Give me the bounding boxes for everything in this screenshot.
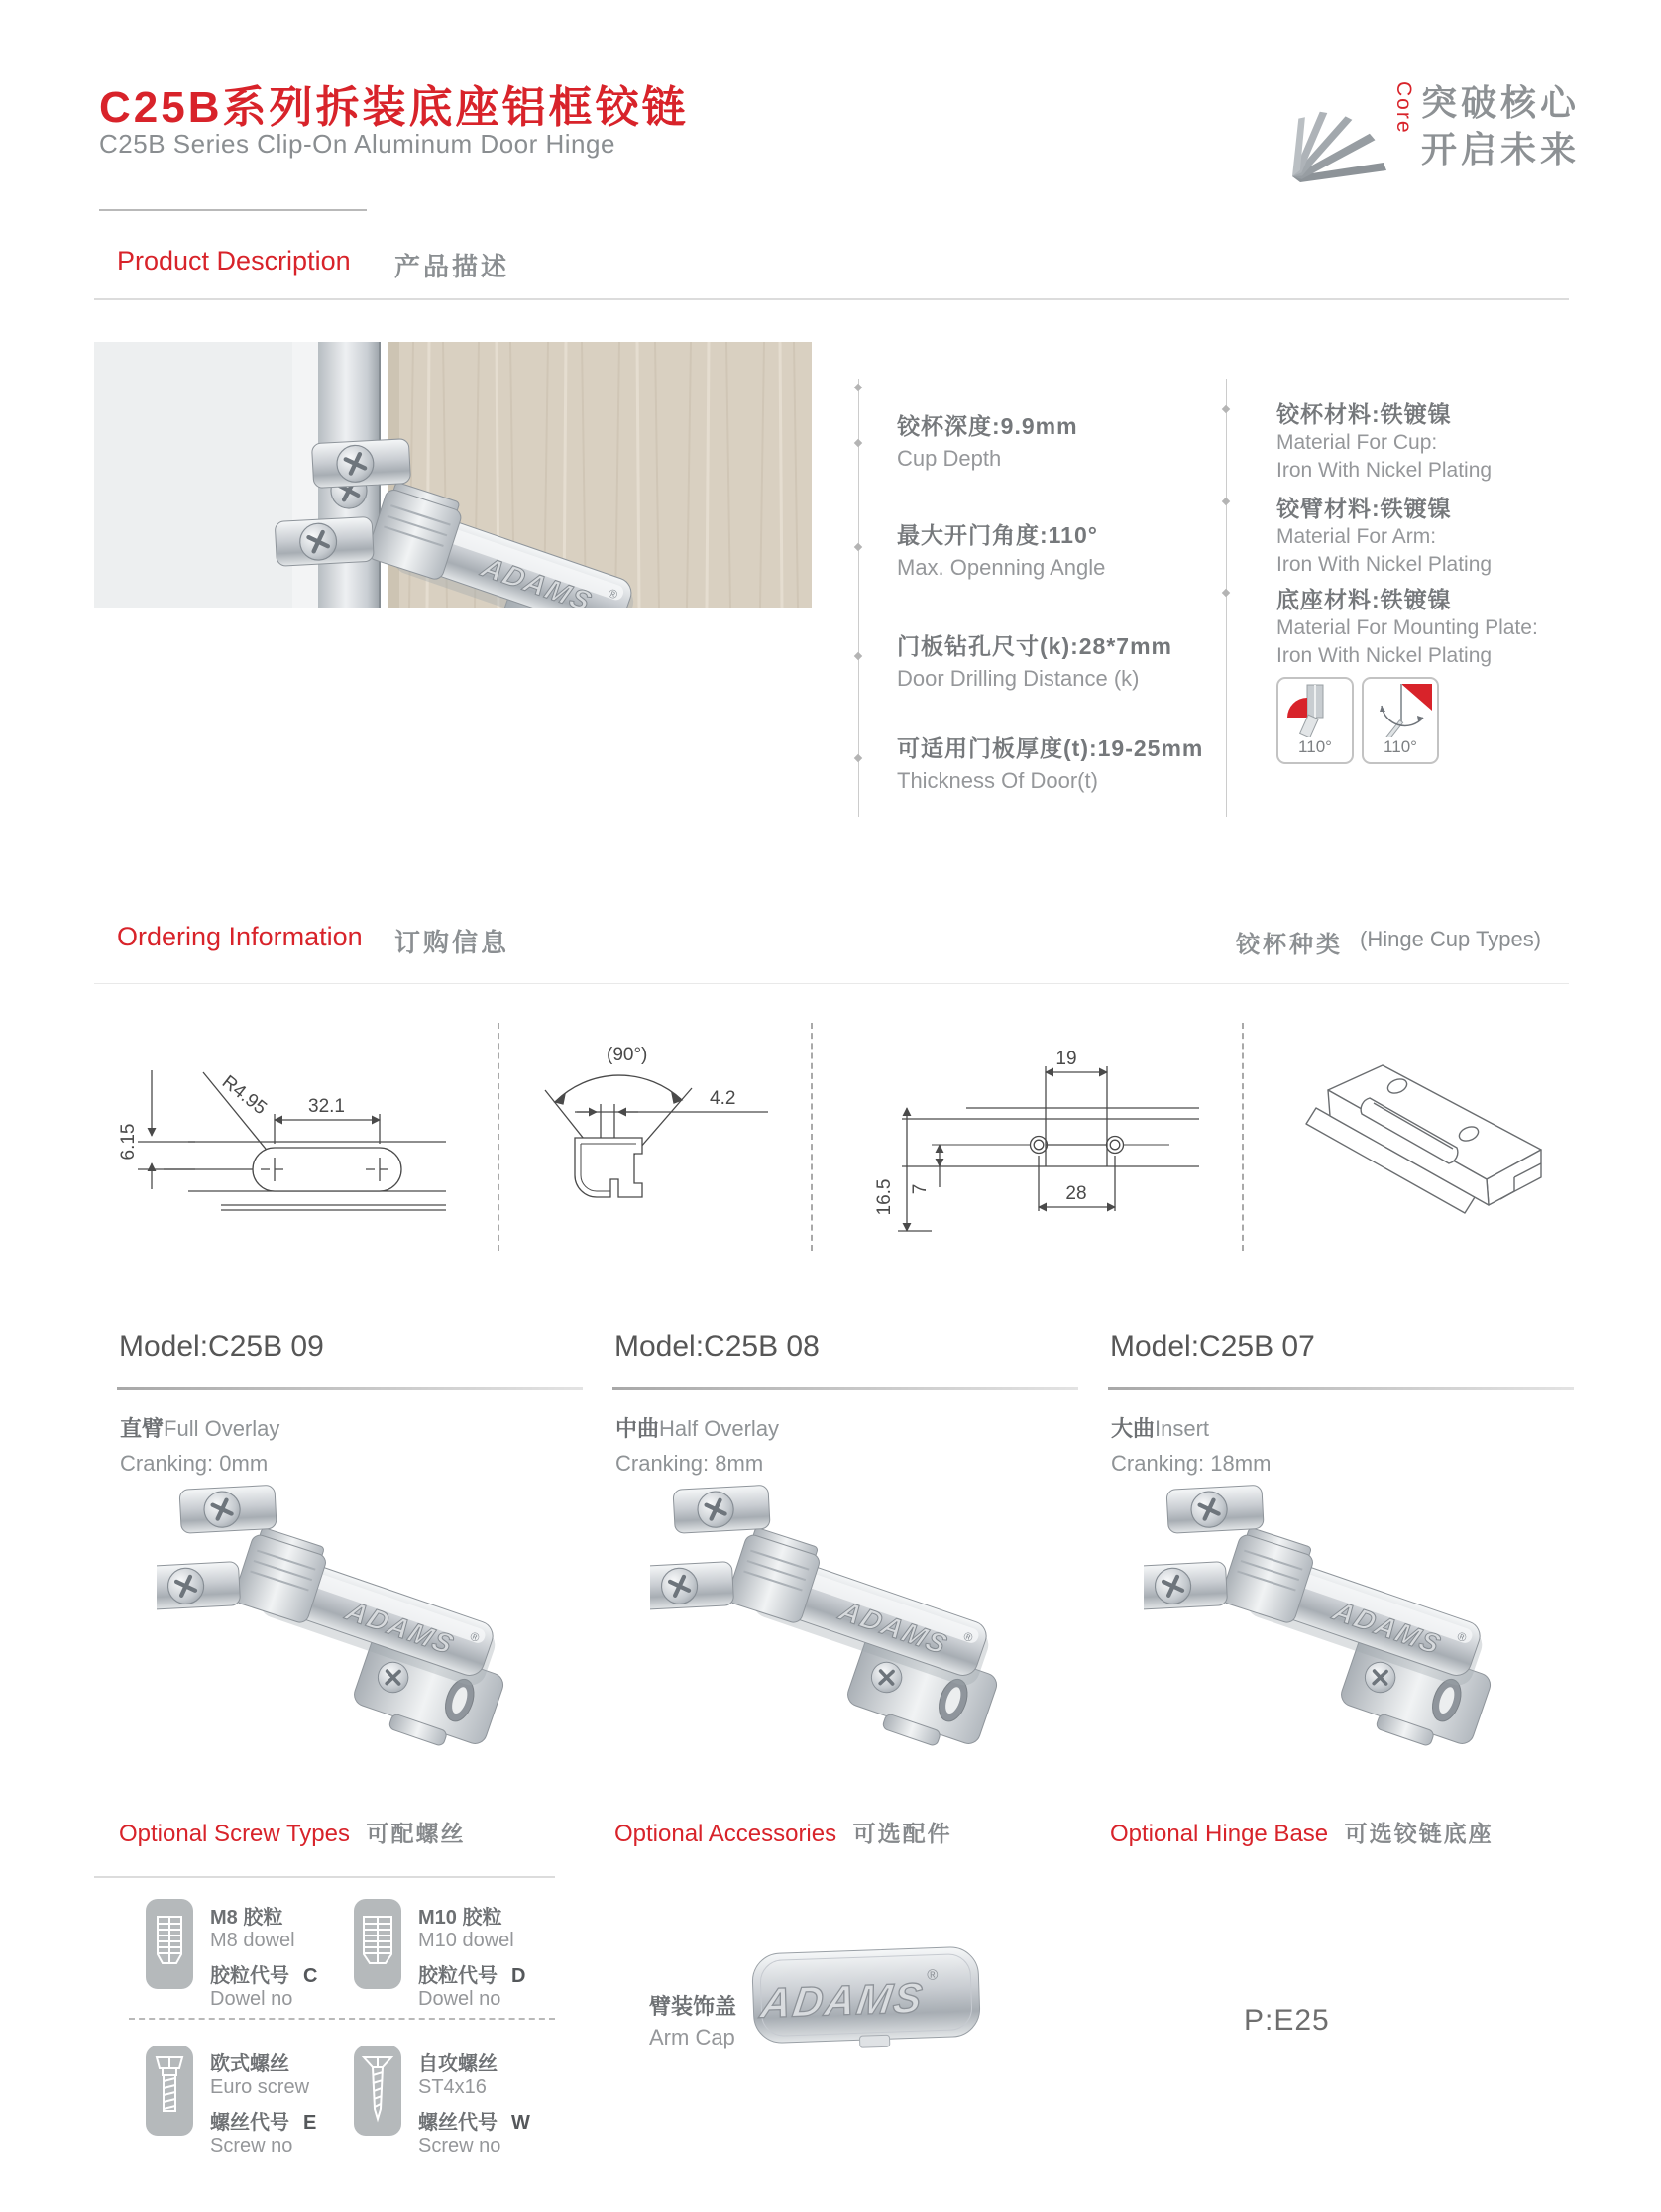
euro-screw-icon xyxy=(146,2046,193,2136)
spec-door-thickness: 可适用门板厚度(t):19-25mm Thickness Of Door(t) xyxy=(897,735,1204,793)
svg-text:7: 7 xyxy=(910,1183,931,1195)
hinge-image-c25b08 xyxy=(650,1472,1037,1769)
arm-cap-label: 臂装饰盖 Arm Cap xyxy=(649,1994,737,2049)
logo-slogan-line2: 开启未来 xyxy=(1421,129,1581,169)
svg-text:6.15: 6.15 xyxy=(118,1123,139,1161)
title-underline xyxy=(99,209,367,211)
section-optional-screw-types: Optional Screw Types 可配螺丝 xyxy=(119,1821,466,1847)
self-tapping-screw-item: 自攻螺丝 ST4x16 螺丝代号 W Screw no xyxy=(418,2053,530,2157)
arm-cap-image xyxy=(741,1931,994,2059)
drawing-divider xyxy=(1242,1023,1244,1251)
svg-text:28: 28 xyxy=(1065,1183,1087,1204)
section-ordering-information-en: Ordering Information xyxy=(117,922,363,951)
model-cranking-3: Cranking: 18mm xyxy=(1111,1451,1272,1476)
model-type-3: 大曲Insert Cranking: 18mm xyxy=(1111,1416,1272,1476)
section-optional-accessories: Optional Accessories 可选配件 xyxy=(614,1821,952,1847)
spec-rail-right xyxy=(1226,379,1227,817)
drawing-isometric-profile xyxy=(1288,1031,1586,1244)
product-photo xyxy=(94,342,812,608)
page-title-en: C25B Series Clip-On Aluminum Door Hinge xyxy=(99,129,615,159)
drawing-divider xyxy=(811,1023,813,1251)
self-tapping-screw-icon xyxy=(354,2046,401,2136)
drawing-plate-dimensions xyxy=(872,1021,1254,1254)
logo-slogan xyxy=(1421,79,1580,172)
page-reference: P:E25 xyxy=(1244,2004,1330,2037)
spec-drilling-distance: 门板钻孔尺寸(k):28*7mm Door Drilling Distance (k) xyxy=(897,633,1172,691)
spec-cup-depth: 铰杯深度:9.9mm Cup Depth xyxy=(897,413,1078,471)
hinge-image-c25b07 xyxy=(1144,1472,1530,1769)
page-title-cn: C25B系列拆装底座铝框铰链 xyxy=(99,83,689,132)
logo-slogan-line1: 突破核心 xyxy=(1421,82,1581,123)
angle-badge-open: 110° xyxy=(1362,677,1439,764)
drawing-angle-profile xyxy=(515,1021,803,1254)
spec-material-arm: 铰臂材料:铁镀镍 Material For Arm: Iron With Nickel Plating xyxy=(1276,496,1493,576)
svg-text:19: 19 xyxy=(1055,1049,1077,1069)
section-ordering-information-cn: 订购信息 xyxy=(394,928,510,957)
m10-dowel-item: M10 胶粒 M10 dowel 胶粒代号 D Dowel no xyxy=(418,1907,526,2010)
hinge-image-c25b09 xyxy=(157,1472,543,1769)
section-divider xyxy=(94,298,1569,300)
section-product-description-cn: 产品描述 xyxy=(394,252,510,281)
hinge-cup-types-cn: 铰杯种类 xyxy=(1236,932,1343,958)
euro-screw-item: 欧式螺丝 Euro screw 螺丝代号 E Screw no xyxy=(210,2053,317,2157)
m10-dowel-icon xyxy=(354,1899,401,1989)
model-cranking-2: Cranking: 8mm xyxy=(615,1451,764,1476)
model-type-2: 中曲Half Overlay Cranking: 8mm xyxy=(615,1416,780,1476)
m8-dowel-item: M8 胶粒 M8 dowel 胶粒代号 C Dowel no xyxy=(210,1907,318,2010)
section-divider-light xyxy=(94,983,1569,984)
screw-row-divider xyxy=(129,2018,555,2020)
model-cranking-1: Cranking: 0mm xyxy=(120,1451,269,1476)
open-angle-icon xyxy=(1366,682,1435,737)
overlay-angle-icon xyxy=(1280,682,1350,737)
fan-logo-icon xyxy=(1280,71,1397,192)
svg-text:16.5: 16.5 xyxy=(874,1178,895,1216)
model-type-1: 直臂Full Overlay Cranking: 0mm xyxy=(120,1416,280,1476)
svg-text:R4.95: R4.95 xyxy=(217,1071,271,1120)
spec-opening-angle: 最大开门角度:110° Max. Openning Angle xyxy=(897,522,1106,580)
model-name-3: Model:C25B 07 xyxy=(1110,1330,1315,1363)
drawing-slot-dimensions xyxy=(104,1021,486,1254)
company-logo xyxy=(1280,65,1581,204)
svg-text:32.1: 32.1 xyxy=(308,1096,345,1117)
screw-section-divider xyxy=(94,1876,555,1878)
section-product-description-en: Product Description xyxy=(117,246,351,276)
hinge-cup-types-en: (Hinge Cup Types) xyxy=(1360,927,1542,951)
spec-material-cup: 铰杯材料:铁镀镍 Material For Cup: Iron With Nickel Plating xyxy=(1276,401,1493,482)
angle-badge-overlay: 110° xyxy=(1276,677,1354,764)
model-name-1: Model:C25B 09 xyxy=(119,1330,324,1363)
svg-text:4.2: 4.2 xyxy=(710,1088,736,1109)
svg-text:(90°): (90°) xyxy=(607,1045,648,1065)
section-optional-hinge-base: Optional Hinge Base 可选铰链底座 xyxy=(1110,1821,1494,1847)
drawing-divider xyxy=(498,1023,499,1251)
model-name-2: Model:C25B 08 xyxy=(614,1330,820,1363)
spec-material-plate: 底座材料:铁镀镍 Material For Mounting Plate: Iron With Nickel Plating xyxy=(1276,587,1538,667)
logo-core-label: Core xyxy=(1392,81,1415,135)
m8-dowel-icon xyxy=(146,1899,193,1989)
